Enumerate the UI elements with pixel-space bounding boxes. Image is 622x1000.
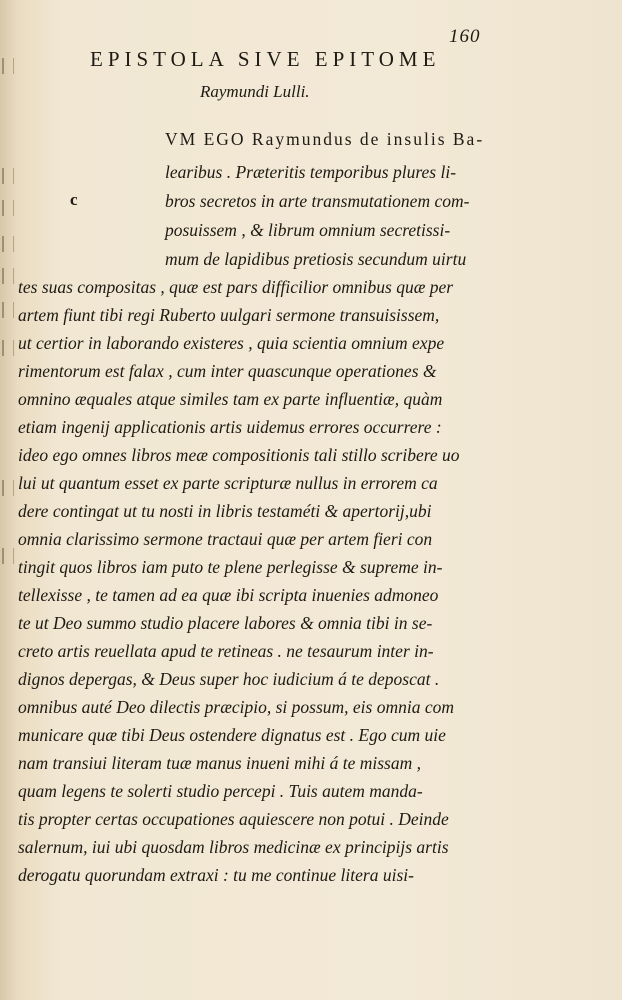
text-line: tellexisse , te tamen ad ea quæ ibi scripta inuenies admoneo [18, 585, 439, 605]
text-line: tingit quos libros iam puto te plene perlegisse & supreme in- [18, 557, 443, 577]
gutter-mark [2, 200, 14, 216]
text-line: omnibus auté Deo dilectis præcipio, si possum, eis omnia com [18, 697, 455, 717]
text-line: dignos depergas, & Deus super hoc iudicium á te deposcat . [18, 669, 440, 689]
text-line: ut certior in laborando existeres , quia scientia omnium expe [18, 333, 445, 353]
text-line: salernum, iui ubi quosdam libros medicinæ ex principijs artis [18, 837, 449, 857]
gutter-mark [2, 302, 14, 318]
text-line: etiam ingenij applicationis artis uidemus errores occurrere : [18, 417, 442, 437]
binding-gutter [0, 40, 14, 720]
text-line: tes suas compositas , quæ est pars difficilior omnibus quæ per [18, 277, 454, 297]
text-line: VM EGO Raymundus de insulis Ba- [165, 129, 485, 149]
gutter-mark [2, 480, 14, 496]
text-line: bros secretos in arte transmutationem com- [165, 191, 470, 211]
text-line: tis propter certas occupationes aquiescere non potui . Deinde [18, 809, 449, 829]
text-line: rimentorum est falax , cum inter quascunque operationes & [18, 361, 437, 381]
text-line: artem fiunt tibi regi Ruberto uulgari sermone transuisissem, [18, 305, 440, 325]
text-line: mum de lapidibus pretiosis secundum uirtu [165, 249, 467, 269]
page-number: 160 [449, 26, 481, 47]
page-subtitle: Raymundi Lulli. [200, 82, 310, 101]
text-line: creto artis reuellata apud te retineas . ne tesaurum inter in- [18, 641, 434, 661]
gutter-mark [2, 168, 14, 184]
gutter-mark [2, 236, 14, 252]
text-line: lui ut quantum esset ex parte scripturæ nullus in errorem ca [18, 473, 438, 493]
gutter-mark [2, 58, 14, 74]
text-line: omnia clarissimo sermone tractaui quæ per artem fieri con [18, 529, 433, 549]
text-line: learibus . Præteritis temporibus plures li- [165, 162, 457, 182]
page-title: EPISTOLA SIVE EPITOME [90, 47, 441, 71]
text-line: te ut Deo summo studio placere labores & omnia tibi in se- [18, 613, 433, 633]
text-line: dere contingat ut tu nosti in libris testaméti & apertorij,ubi [18, 501, 432, 521]
text-line: nam transiui literam tuæ manus inueni mihi á te missam , [18, 753, 421, 773]
text-line: municare quæ tibi Deus ostendere dignatus est . Ego cum uie [18, 725, 446, 745]
text-line: posuissem , & librum omnium secretissi- [165, 220, 451, 240]
text-line: omnino æquales atque similes tam ex parte influentiæ, quàm [18, 389, 443, 409]
gutter-mark [2, 548, 14, 564]
text-line: quam legens te solerti studio percepi . Tuis autem manda- [18, 781, 423, 801]
text-line: ideo ego omnes libros meæ compositionis tali stillo scribere uo [18, 445, 460, 465]
gutter-mark [2, 340, 14, 356]
gutter-mark [2, 268, 14, 284]
text-line: derogatu quorundam extraxi : tu me continue litera uisi- [18, 865, 414, 885]
marginal-note: c [70, 190, 78, 209]
